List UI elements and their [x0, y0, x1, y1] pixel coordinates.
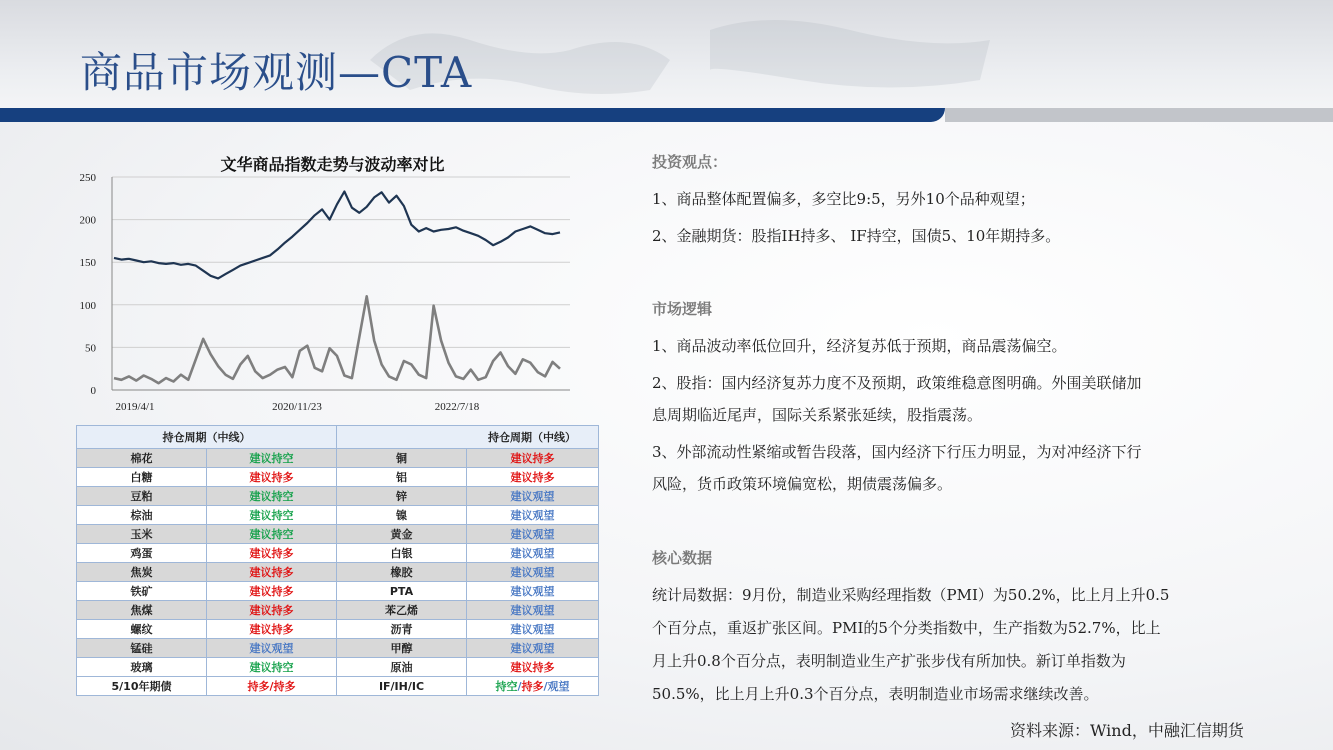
recommendation: 建议持多 — [207, 468, 337, 487]
commodity-name: 5/10年期债 — [77, 677, 207, 696]
logic-heading: 市场逻辑 — [652, 300, 713, 318]
commodity-name: 白糖 — [77, 468, 207, 487]
commodity-name: PTA — [337, 582, 467, 601]
commodity-name: 沥青 — [337, 620, 467, 639]
invest-heading: 投资观点： — [652, 153, 728, 171]
commodity-name: 玻璃 — [77, 658, 207, 677]
y-tick-label: 50 — [85, 342, 96, 355]
recommendation: 建议观望 — [467, 620, 599, 639]
y-tick-label: 100 — [79, 299, 96, 312]
recommendation: 建议持多 — [207, 620, 337, 639]
invest-line-1: 1、商品整体配置偏多，多空比9:5，另外10个品种观望； — [652, 190, 1035, 208]
recommendation: 建议持多 — [207, 582, 337, 601]
recommendation: 建议持多 — [467, 658, 599, 677]
commodity-name: 螺纹 — [77, 620, 207, 639]
rec-part: 观望 — [547, 680, 570, 693]
commodity-name: 铁矿 — [77, 582, 207, 601]
logic-line-4: 3、外部流动性紧缩或暂告段落，国内经济下行压力明显，为对冲经济下行 — [652, 443, 1142, 461]
logic-line-5: 风险，货币政策环境偏宽松，期债震荡偏多。 — [652, 475, 953, 493]
commodity-name: 棉花 — [77, 449, 207, 468]
recommendation: 建议观望 — [467, 601, 599, 620]
x-tick-label: 2020/11/23 — [272, 401, 322, 413]
y-tick-label: 0 — [90, 385, 96, 397]
commodity-name: 豆粕 — [77, 487, 207, 506]
recommendation: 建议观望 — [467, 544, 599, 563]
commodity-name: 黄金 — [337, 525, 467, 544]
y-tick-label: 200 — [79, 214, 96, 227]
logic-line-1: 1、商品波动率低位回升，经济复苏低于预期，商品震荡偏空。 — [652, 337, 1067, 355]
core-line-1: 统计局数据：9月份，制造业采购经理指数（PMI）为50.2%，比上月上升0.5 — [652, 586, 1170, 604]
recommendation-mixed — [467, 677, 599, 696]
table-row — [77, 544, 599, 563]
commodity-name: 锰硅 — [77, 639, 207, 658]
commodity-name: 橡胶 — [337, 563, 467, 582]
y-tick-label: 150 — [79, 257, 96, 270]
page-title: 商品市场观测—CTA — [80, 48, 473, 97]
y-tick-label: 250 — [79, 172, 96, 184]
recommendation: 建议持多 — [207, 601, 337, 620]
recommendation: 建议持空 — [207, 525, 337, 544]
title-underline-bar — [0, 108, 945, 122]
x-tick-label: 2022/7/18 — [434, 401, 480, 413]
recommendation: 建议持多 — [207, 544, 337, 563]
index-series-line — [114, 192, 560, 279]
table-row — [77, 449, 599, 468]
recommendation: 建议持空 — [207, 449, 337, 468]
core-line-3: 月上升0.8个百分点，表明制造业生产扩张步伐有所加快。新订单指数为 — [652, 652, 1126, 670]
commodity-name: 铝 — [337, 468, 467, 487]
recommendation: 建议持空 — [207, 506, 337, 525]
table-row — [77, 658, 599, 677]
x-tick-label: 2019/4/1 — [115, 401, 155, 413]
rec-sep: / — [517, 680, 522, 693]
commodity-name: 棕油 — [77, 506, 207, 525]
commodity-name: 白银 — [337, 544, 467, 563]
commodity-name: 镍 — [337, 506, 467, 525]
recommendation: 建议观望 — [467, 506, 599, 525]
recommendation: 建议观望 — [467, 582, 599, 601]
table-row — [77, 525, 599, 544]
core-data-heading: 核心数据 — [652, 549, 713, 567]
commodity-name: 铜 — [337, 449, 467, 468]
rec-sep: / — [543, 680, 548, 693]
commodity-name: 焦煤 — [77, 601, 207, 620]
source-note: 资料来源：Wind，中融汇信期货 — [1010, 721, 1244, 740]
recommendation: 持多/持多 — [207, 677, 337, 696]
table-row — [77, 487, 599, 506]
recommendation: 建议持多 — [467, 449, 599, 468]
recommendation: 建议持空 — [207, 658, 337, 677]
table-row — [77, 639, 599, 658]
logic-line-3: 息周期临近尾声，国际关系紧张延续，股指震荡。 — [652, 406, 983, 424]
title-underline-gray — [945, 108, 1333, 122]
core-line-2: 个百分点，重返扩张区间。PMI的5个分类指数中，生产指数为52.7%，比上 — [652, 619, 1161, 637]
table-row — [77, 468, 599, 487]
table-row — [77, 620, 599, 639]
header-cell: 持仓周期（中线） — [337, 426, 599, 449]
chart-title: 文华商品指数走势与波动率对比 — [220, 155, 445, 174]
commodity-name: 甲醇 — [337, 639, 467, 658]
position-table — [76, 425, 599, 696]
rec-part: 持空 — [495, 680, 518, 693]
rec-part: 持多 — [521, 680, 544, 693]
recommendation: 建议观望 — [467, 525, 599, 544]
logic-line-2: 2、股指：国内经济复苏力度不及预期，政策维稳意图明确。外围美联储加 — [652, 374, 1142, 392]
recommendation: 建议持多 — [467, 468, 599, 487]
commodity-name: 玉米 — [77, 525, 207, 544]
table-header-row — [77, 426, 599, 449]
commodity-name: 原油 — [337, 658, 467, 677]
recommendation: 建议持多 — [207, 563, 337, 582]
commodity-name: 锌 — [337, 487, 467, 506]
invest-line-2: 2、金融期货：股指IH持多、 IF持空，国债5、10年期持多。 — [652, 227, 1061, 245]
table-row — [77, 677, 599, 696]
recommendation: 建议持空 — [207, 487, 337, 506]
table-row — [77, 582, 599, 601]
table-row — [77, 563, 599, 582]
header-cell: 持仓周期（中线） — [77, 426, 337, 449]
table-row — [77, 506, 599, 525]
commodity-name: 焦炭 — [77, 563, 207, 582]
core-line-4: 50.5%，比上月上升0.3个百分点，表明制造业市场需求继续改善。 — [652, 685, 1099, 703]
commodity-name: IF/IH/IC — [337, 677, 467, 696]
commodity-name: 鸡蛋 — [77, 544, 207, 563]
recommendation: 建议观望 — [467, 563, 599, 582]
recommendation: 建议观望 — [467, 487, 599, 506]
commodity-name: 苯乙烯 — [337, 601, 467, 620]
recommendation: 建议观望 — [207, 639, 337, 658]
volatility-series-line — [114, 296, 560, 383]
recommendation: 建议观望 — [467, 639, 599, 658]
table-row — [77, 601, 599, 620]
commodity-index-chart — [60, 165, 580, 415]
